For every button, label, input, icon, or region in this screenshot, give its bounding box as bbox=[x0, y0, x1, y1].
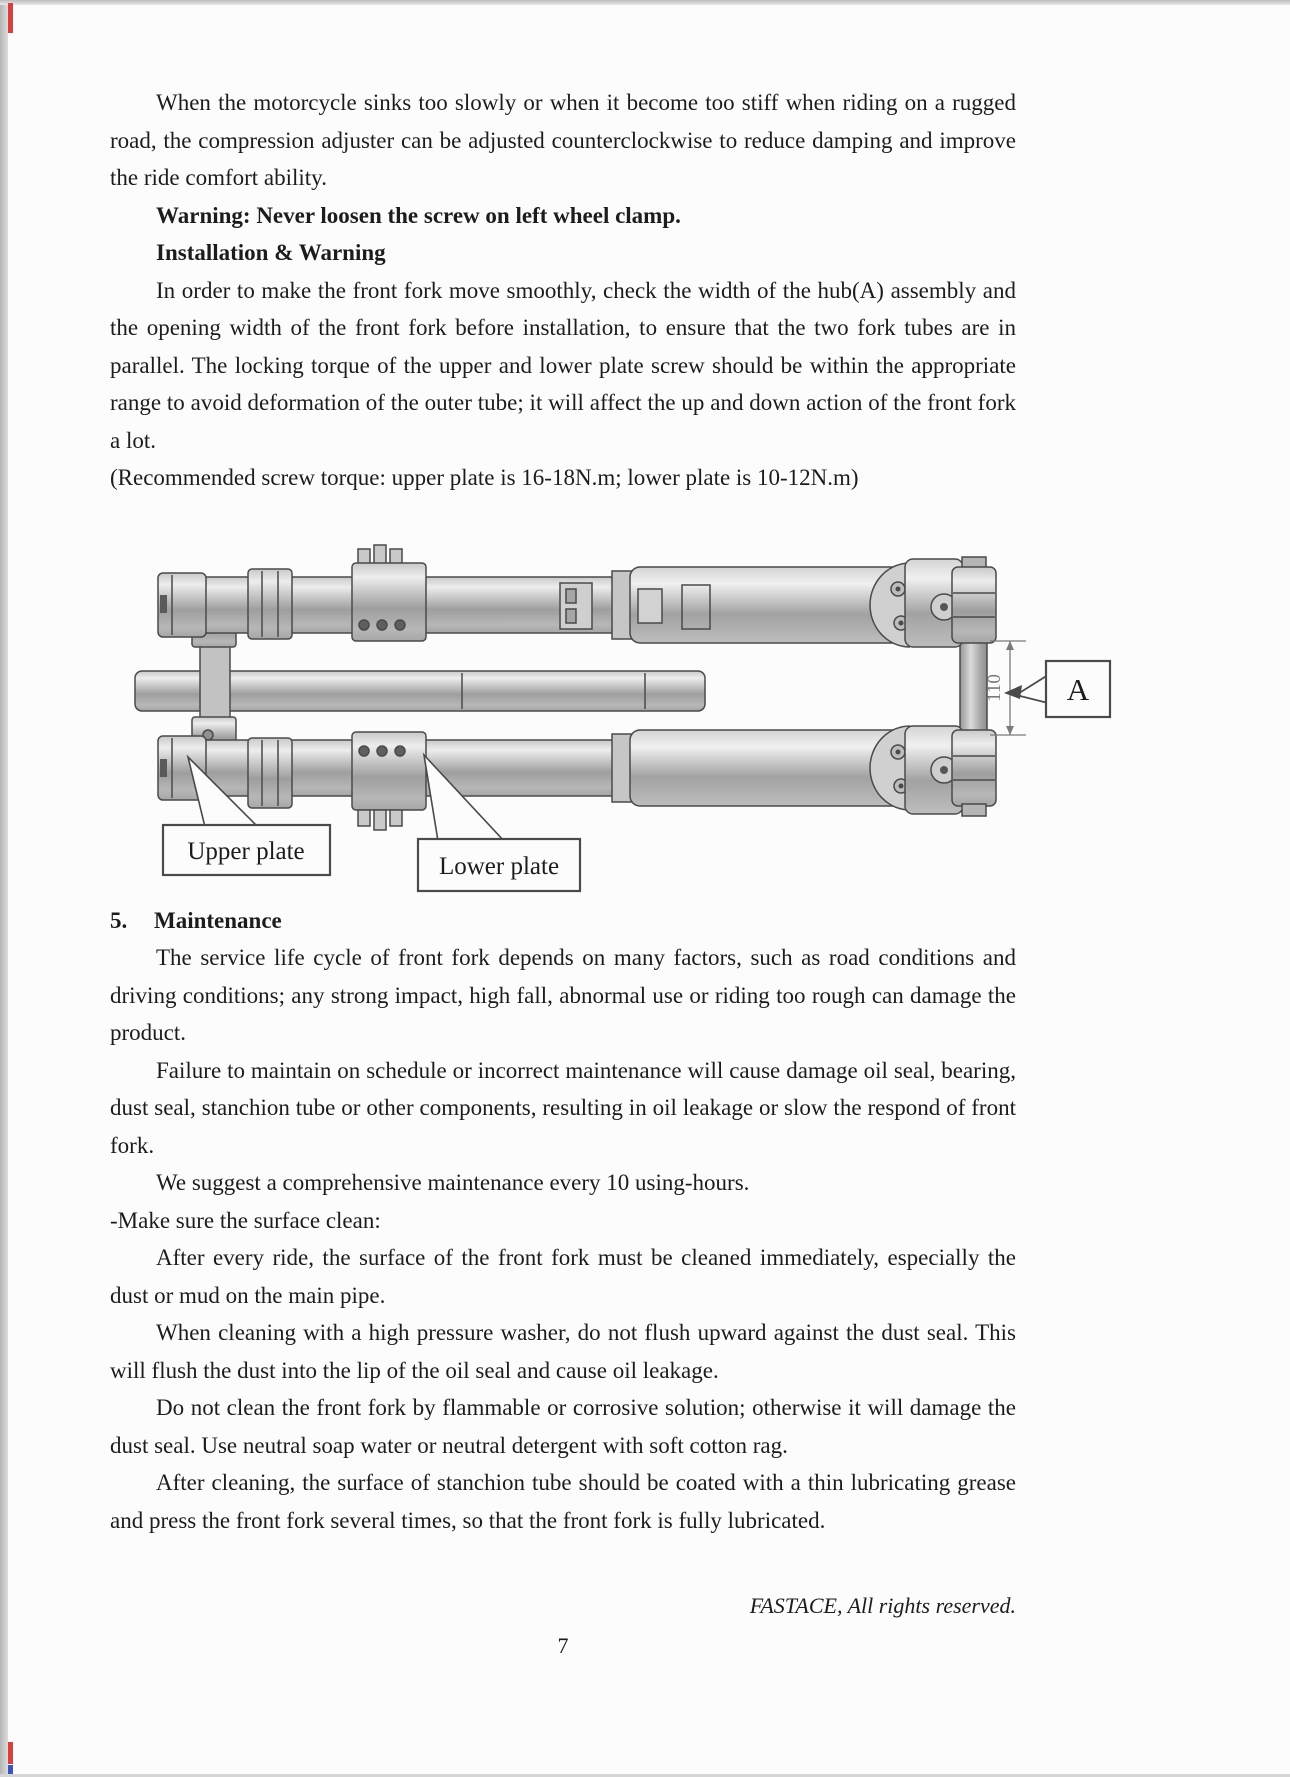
paragraph-service-life: The service life cycle of front fork depends on many factors, such as road conditions and driving conditions; any strong impact, high fall, abnormal use or riding too rough can damage the product. bbox=[110, 945, 1016, 1045]
footer-rights: FASTACE, All rights reserved. bbox=[749, 1593, 1016, 1618]
lower-plate-label: Lower plate bbox=[438, 852, 560, 880]
paragraph-after-every-ride: After every ride, the surface of the front fork must be cleaned immediately, especially the dust or mud on the main pipe. bbox=[110, 1245, 1016, 1308]
paragraph-installation: In order to make the front fork move smoothly, check the width of the hub(A) assembly and the opening width of the front fork before installation, to ensure that the two fork tubes are in parallel. The locking torque of the upper and lower plate screw should be within the appropriate range to avoid deformation of the outer tube; it will affect the up and down action of the front fork a lot. bbox=[110, 277, 1016, 453]
page-edge-top bbox=[0, 0, 1290, 5]
torque-recommendation-line: (Recommended screw torque: upper plate is 16-18N.m; lower plate is 10-12N.m) bbox=[110, 465, 859, 490]
paragraph-flammable-solution: Do not clean the front fork by flammable or corrosive solution; otherwise it will damage the dust seal. Use neutral soap water or neutral detergent with soft cotton rag. bbox=[110, 1395, 1016, 1458]
upper-fork-tube bbox=[158, 545, 996, 647]
hub-callout-a bbox=[1004, 661, 1110, 717]
scan-mark-red-top bbox=[8, 3, 13, 33]
lower-fork-tube bbox=[158, 726, 996, 830]
section-number: 5. bbox=[110, 907, 128, 933]
scan-mark-red-bottom bbox=[8, 1742, 13, 1764]
hub-label: A bbox=[1066, 671, 1090, 707]
paragraph-failure-to-maintain: Failure to maintain on schedule or incorrect maintenance will cause damage oil seal, bearing, dust seal, stanchion tube or other components, resulting in oil leakage or slow the respond of front fork. bbox=[110, 1057, 1016, 1158]
dimension-value: 110 bbox=[984, 673, 1005, 702]
upper-plate-label: Upper plate bbox=[187, 837, 305, 865]
paragraph-after-cleaning: After cleaning, the surface of stanchion tube should be coated with a thin lubricating grease and press the front fork several times, so that the front fork is fully lubricated. bbox=[110, 1470, 1016, 1533]
scan-mark-blue-bottom bbox=[8, 1765, 13, 1774]
page-number: 7 bbox=[557, 1632, 569, 1658]
warning-line: Warning: Never loosen the screw on left wheel clamp. bbox=[156, 202, 681, 228]
section-heading-installation: Installation & Warning bbox=[156, 240, 386, 265]
section-heading-maintenance bbox=[110, 902, 1016, 940]
paragraph-suggest-maintenance: We suggest a comprehensive maintenance every 10 using-hours. bbox=[156, 1170, 750, 1195]
paragraph-compression-adjuster: When the motorcycle sinks too slowly or when it become too stiff when riding on a rugged road, the compression adjuster can be adjusted counterclockwise to reduce damping and improve the ride comfort ability. bbox=[110, 90, 1016, 190]
paragraph-pressure-washer: When cleaning with a high pressure washer, do not flush upward against the dust seal. This will flush the dust into the lip of the oil seal and cause oil leakage. bbox=[110, 1320, 1016, 1383]
section-title: Maintenance bbox=[154, 907, 282, 933]
page-edge-left bbox=[0, 0, 8, 1777]
paragraph-surface-clean: -Make sure the surface clean: bbox=[110, 1207, 381, 1233]
front-fork-diagram bbox=[0, 497, 1290, 902]
